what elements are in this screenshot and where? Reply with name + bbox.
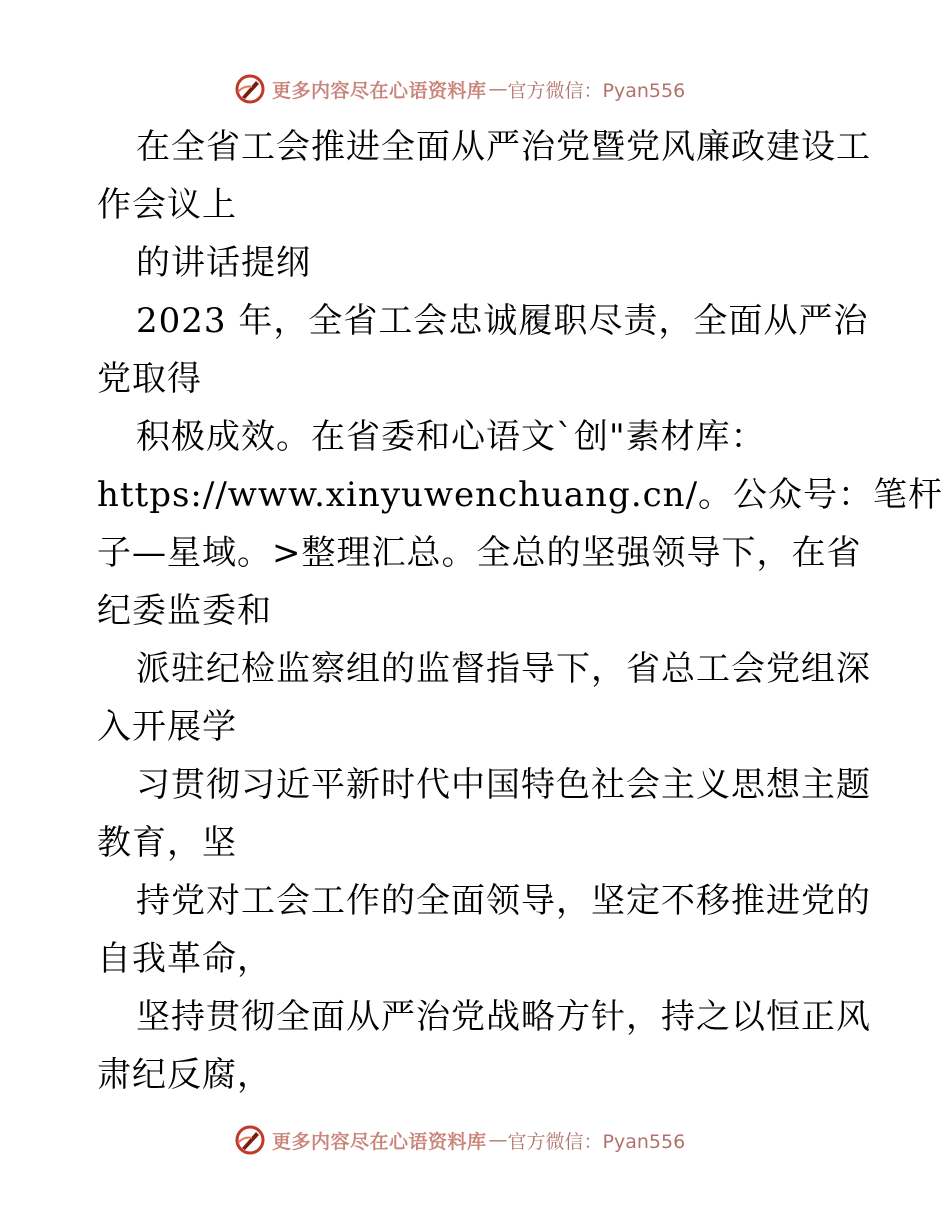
footer-watermark	[234, 1123, 714, 1157]
text-line: 作会议上	[97, 185, 237, 225]
watermark-brand-text: 更多内容尽在心语资料库	[272, 1130, 487, 1153]
brand-logo-icon	[234, 73, 266, 105]
text-line: 坚持贯彻全面从严治党战略方针，持之以恒正风	[136, 997, 871, 1037]
watermark-wechat-text: 官方微信：Pyan556	[507, 1130, 686, 1153]
text-line: 的讲话提纲	[136, 243, 311, 283]
text-line: 教育，坚	[97, 823, 237, 863]
text-line: 在全省工会推进全面从严治党暨党风廉政建设工	[136, 127, 871, 167]
text-line: 子—星域。>整理汇总。全总的坚强领导下，在省	[97, 533, 862, 573]
text-line: 入开展学	[97, 707, 237, 747]
text-line: 习贯彻习近平新时代中国特色社会主义思想主题	[136, 765, 871, 805]
text-line: 派驻纪检监察组的监督指导下，省总工会党组深	[136, 649, 871, 689]
text-line: 持党对工会工作的全面领导，坚定不移推进党的	[136, 881, 871, 921]
watermark-separator: —	[488, 78, 508, 100]
text-line: 肃纪反腐，	[97, 1055, 272, 1095]
document-body	[97, 118, 944, 1104]
text-line: 纪委监委和	[97, 591, 272, 631]
header-watermark	[234, 72, 714, 106]
watermark-wechat-text: 官方微信：Pyan556	[507, 79, 686, 102]
text-line: 党取得	[97, 359, 202, 399]
text-line: 积极成效。在省委和心语文`创"素材库：	[136, 417, 766, 457]
text-line-url: https://www.xinyuwenchuang.cn/。公众号：笔杆	[97, 475, 944, 515]
watermark-separator: —	[488, 1129, 508, 1151]
watermark-brand-text: 更多内容尽在心语资料库	[272, 79, 487, 102]
text-line: 2023 年，全省工会忠诚履职尽责，全面从严治	[136, 301, 869, 341]
text-line: 自我革命，	[97, 939, 272, 979]
brand-logo-icon	[234, 1124, 266, 1156]
